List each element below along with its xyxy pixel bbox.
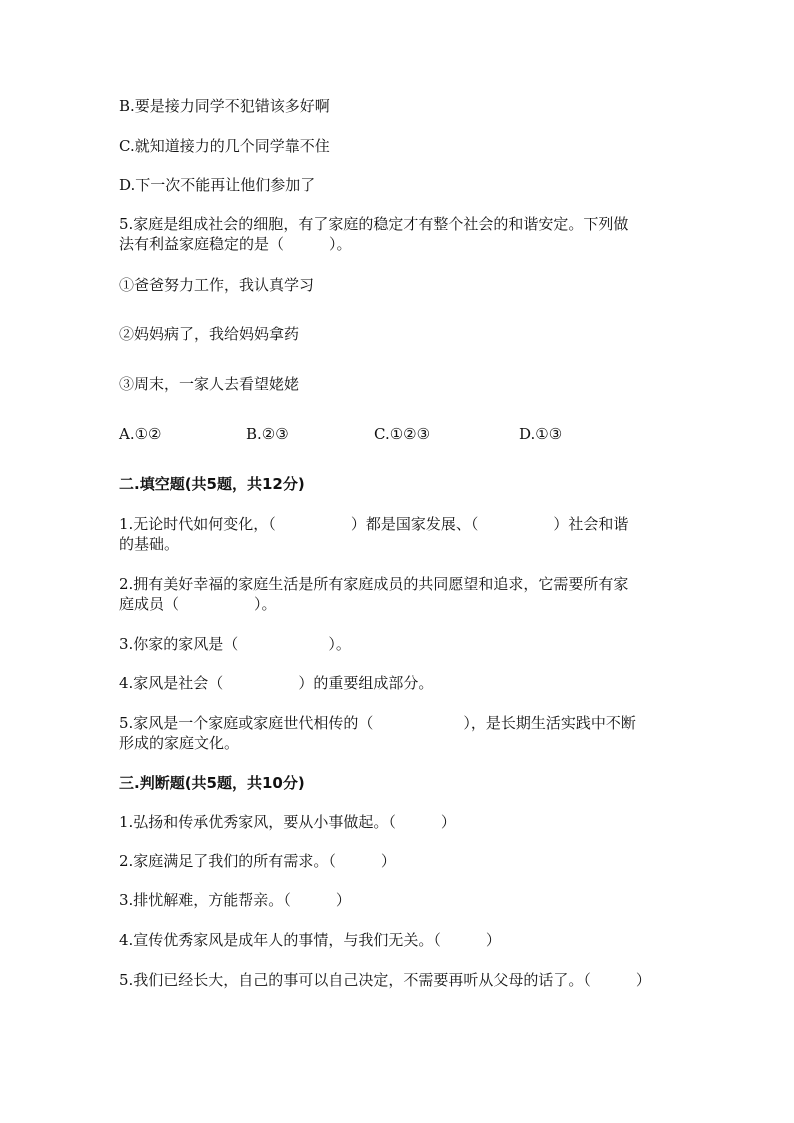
judge-q2: 2.家庭满足了我们的所有需求。（ ） [119, 852, 396, 870]
fill-q5-line2: 形成的家庭文化。 [119, 734, 240, 752]
q5-option-b: B.②③ [246, 425, 289, 443]
q5-item-3: ③周末，一家人去看望姥姥 [119, 375, 300, 393]
fill-q1-line2: 的基础。 [119, 535, 180, 553]
q4-option-c: C.就知道接力的几个同学靠不住 [119, 137, 330, 155]
q5-item-2: ②妈妈病了，我给妈妈拿药 [119, 325, 300, 343]
fill-q1-line1: 1.无论时代如何变化，（ ）都是国家发展、（ ）社会和谐 [119, 515, 629, 533]
judge-q4: 4.宣传优秀家风是成年人的事情，与我们无关。（ ） [119, 931, 501, 949]
fill-section-heading: 二.填空题(共5题，共12分) [119, 475, 305, 493]
q5-item-1: ①爸爸努力工作，我认真学习 [119, 276, 315, 294]
judge-q1: 1.弘扬和传承优秀家风，要从小事做起。（ ） [119, 813, 456, 831]
q5-stem-line2: 法有利益家庭稳定的是（ ）。 [119, 235, 352, 253]
q4-option-d: D.下一次不能再让他们参加了 [119, 176, 316, 194]
fill-q4: 4.家风是社会（ ）的重要组成部分。 [119, 674, 434, 692]
fill-q2-line1: 2.拥有美好幸福的家庭生活是所有家庭成员的共同愿望和追求，它需要所有家 [119, 575, 629, 593]
fill-q5-line1: 5.家风是一个家庭或家庭世代相传的（ ），是长期生活实践中不断 [119, 714, 636, 732]
judge-q5: 5.我们已经长大，自己的事可以自己决定，不需要再听从父母的话了。（ ） [119, 971, 651, 989]
judge-q3: 3.排忧解难，方能帮亲。（ ） [119, 891, 351, 909]
fill-q2-line2: 庭成员（ ）。 [119, 595, 277, 613]
q5-stem-line1: 5.家庭是组成社会的细胞，有了家庭的稳定才有整个社会的和谐安定。下列做 [119, 215, 629, 233]
q5-option-c: C.①②③ [374, 425, 431, 443]
fill-q3: 3.你家的家风是（ ）。 [119, 635, 351, 653]
q5-option-a: A.①② [119, 425, 162, 443]
judge-section-heading: 三.判断题(共5题，共10分) [119, 774, 305, 792]
q4-option-b: B.要是接力同学不犯错该多好啊 [119, 97, 330, 115]
q5-option-d: D.①③ [519, 425, 563, 443]
